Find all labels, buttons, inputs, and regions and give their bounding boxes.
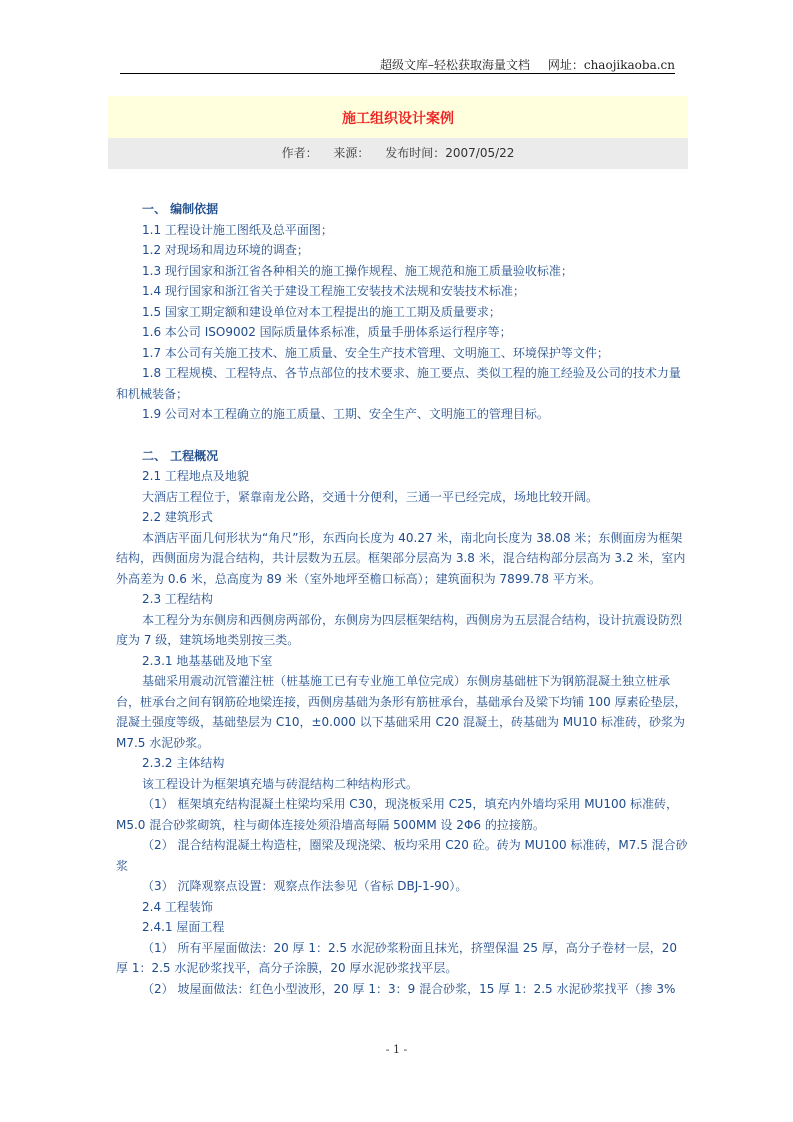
article-meta	[108, 138, 688, 169]
list-item: 1.8 工程规模、工程特点、各节点部位的技术要求、施工要点、类似工程的施工经验及公司的技术力量和机械装备；	[116, 366, 681, 401]
paragraph: （2） 坡屋面做法：红色小型波形，20 厚 1：3：9 混合砂浆，15 厚 1：2.5 水泥砂浆找平（掺 3%	[142, 981, 676, 996]
list-item: 1.4 现行国家和浙江省关于建设工程施工安装技术法规和安装技术标准；	[142, 284, 525, 298]
subheading: 2.3.2 主体结构	[142, 756, 225, 770]
list-item: 1.3 现行国家和浙江省各种相关的施工操作规程、施工规范和施工质量验收标准；	[142, 263, 573, 278]
paragraph: （1） 所有平屋面做法：20 厚 1：2.5 水泥砂浆粉面且抹光，挤塑保温 25 厚，高分子卷材一层，20 厚 1：2.5 水泥砂浆找平，高分子涂膜，20 厚水泥砂浆找平层。	[116, 940, 678, 975]
site-name: 超级文库–轻松获取海量文档	[380, 58, 531, 72]
list-item: 1.6 本公司 ISO9002 国际质量体系标准，质量手册体系运行程序等；	[142, 325, 512, 339]
paragraph: （3） 沉降观察点设置：观察点作法参见（省标 DBJ-1-90）。	[142, 879, 468, 893]
page-number: - 1 -	[385, 1043, 408, 1056]
site-url: 网址：chaojikaoba.cn	[547, 58, 675, 72]
section-heading-1: 一、 编制依据	[142, 202, 219, 216]
paragraph: （2） 混合结构混凝土构造柱，圈梁及现浇梁、板均采用 C20 砼。砖为 MU100 标准砖，M7.5 混合砂浆	[116, 838, 688, 873]
paragraph: 大酒店工程位于，紧靠南龙公路，交通十分便利，三通一平已经完成，场地比较开阔。	[142, 489, 599, 504]
author-label: 作者：	[281, 146, 318, 160]
document-body	[116, 199, 690, 999]
subheading: 2.4 工程装饰	[142, 899, 213, 914]
paragraph: 该工程设计为框架填充墙与砖混结构二种结构形式。	[142, 776, 419, 791]
subheading: 2.4.1 屋面工程	[142, 920, 225, 934]
paragraph: 基础采用震动沉管灌注桩（桩基施工已有专业施工单位完成）东侧房基础桩下为钢筋混凝土独立桩承台，桩承台之间有钢筋砼地梁连接，西侧房基础为条形有筋桩承台，基础承台及梁下均铺 100 厚素砼垫层，混凝土强度等级，基础垫层为 C10，±0.000 以下基础采用 C20 混凝土，砖基础为 MU10 标准砖，砂浆为 M7.5 水泥砂浆。	[116, 674, 687, 750]
paragraph: 本酒店平面几何形状为“角尺”形，东西向长度为 40.27 米，南北向长度为 38.08 米；东侧面房为框架结构，西侧面房为混合结构，共计层数为五层。框架部分层高为 3.8 米，混合结构部分层高为 3.2 米，室内外高差为 0.6 米，总高度为 89 米（室外地坪至檐口标高）；建筑面积为 7899.78 平方米。	[116, 530, 686, 586]
article-title: 施工组织设计案例	[108, 96, 688, 138]
paragraph: （1） 框架填充结构混凝土柱梁均采用 C30，现浇板采用 C25，填充内外墙均采用 MU100 标准砖，M5.0 混合砂浆砌筑，柱与砌体连接处须沿墙高每隔 500MM 设 2Φ6 的拉接筋。	[116, 797, 679, 832]
list-item: 1.1 工程设计施工图纸及总平面图；	[142, 222, 333, 237]
list-item: 1.7 本公司有关施工技术、施工质量、安全生产技术管理、文明施工、环境保护等文件；	[142, 345, 609, 360]
section-heading-2: 二、 工程概况	[142, 448, 219, 463]
site-header	[120, 56, 675, 74]
list-item: 1.5 国家工期定额和建设单位对本工程提出的施工工期及质量要求；	[142, 304, 501, 319]
list-item: 1.9 公司对本工程确立的施工质量、工期、安全生产、文明施工的管理目标。	[142, 407, 549, 421]
subheading: 2.3 工程结构	[142, 592, 213, 606]
paragraph: 本工程分为东侧房和西侧房两部份，东侧房为四层框架结构，西侧房为五层混合结构，设计抗震设防烈度为 7 级，建筑场地类别按三类。	[116, 612, 683, 647]
publish-date: 发布时间：2007/05/22	[385, 146, 515, 160]
subheading: 2.2 建筑形式	[142, 510, 213, 524]
list-item: 1.2 对现场和周边环境的调查；	[142, 243, 309, 257]
subheading: 2.3.1 地基基础及地下室	[142, 653, 273, 668]
subheading: 2.1 工程地点及地貌	[142, 469, 249, 483]
source-label: 来源：	[333, 146, 370, 160]
